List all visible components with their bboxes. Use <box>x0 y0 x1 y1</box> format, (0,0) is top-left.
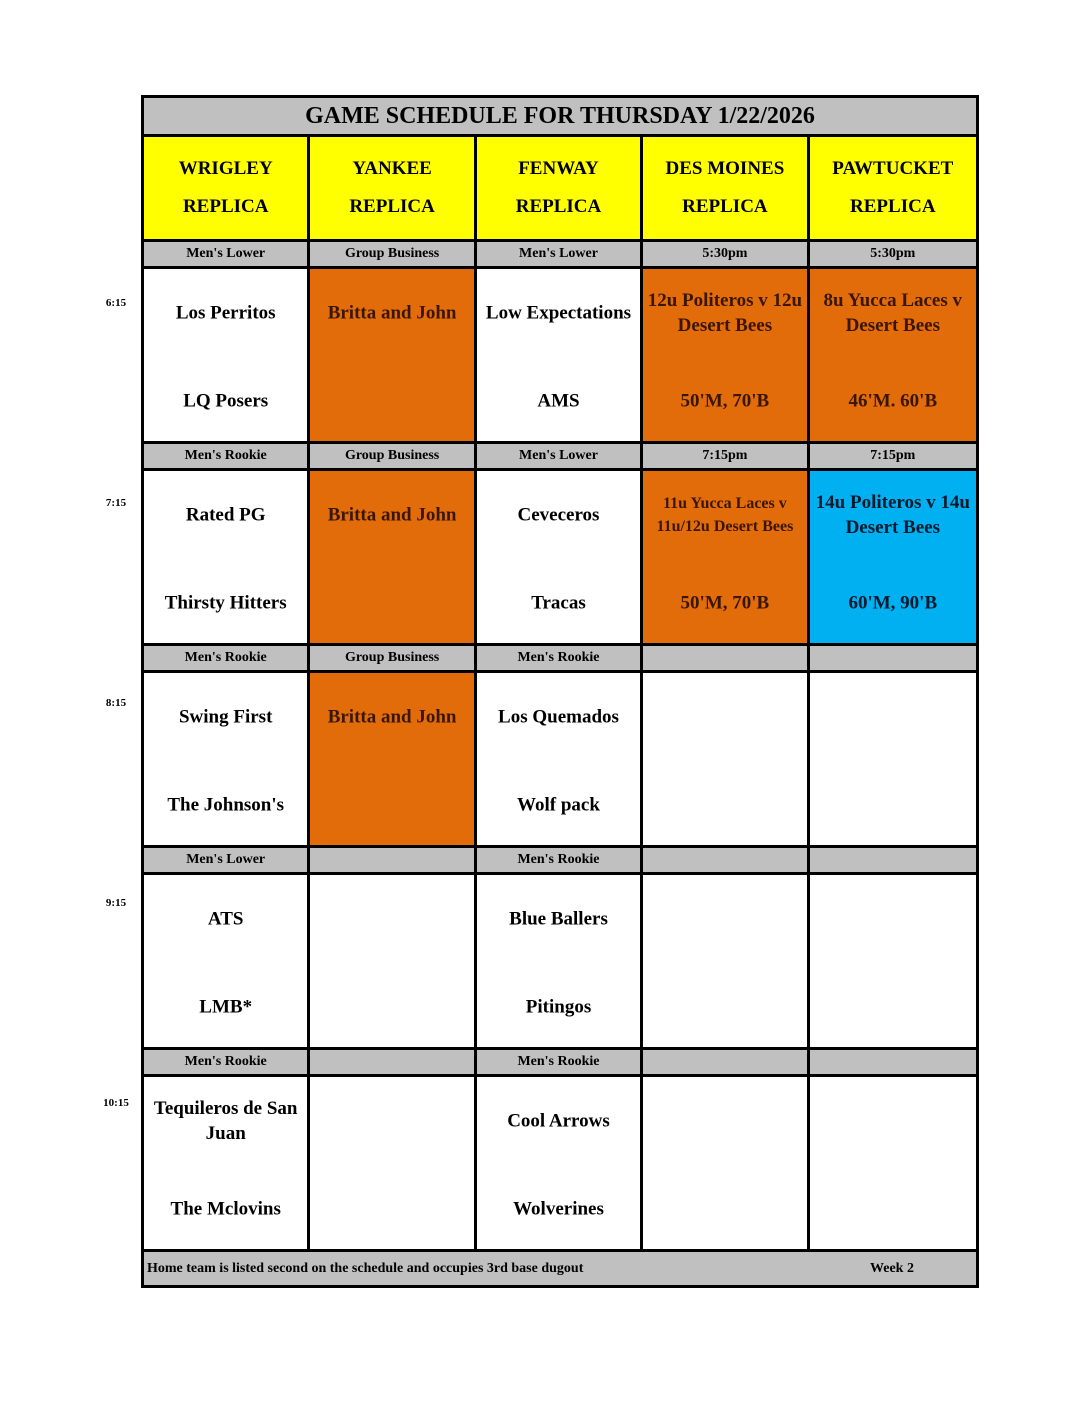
footer-bar <box>144 1252 976 1285</box>
field-header-fenway <box>477 137 643 239</box>
game-cell <box>144 673 310 845</box>
game-cell <box>477 673 643 845</box>
away-team: Britta and John <box>327 504 457 526</box>
division-label: Men's Rookie <box>477 646 643 670</box>
away-team: Low Expectations <box>485 302 632 324</box>
game-cell <box>144 269 310 441</box>
game-cell <box>144 1077 310 1249</box>
division-label: Men's Lower <box>144 242 310 266</box>
away-team: 14u Politeros v 14u Desert Bees <box>815 492 970 538</box>
away-team: Ceveceros <box>517 504 600 526</box>
game-cell <box>643 875 809 1047</box>
division-label: Men's Rookie <box>144 444 310 468</box>
field-sub: REPLICA <box>515 196 602 217</box>
division-label <box>643 848 809 872</box>
game-cell <box>810 673 976 845</box>
division-label <box>643 646 809 670</box>
field-header-wrigley <box>144 137 310 239</box>
home-team: The Mclovins <box>170 1198 281 1220</box>
field-sub: REPLICA <box>850 196 936 217</box>
away-team: Britta and John <box>327 706 457 728</box>
home-team: Tracas <box>531 592 586 614</box>
game-row <box>144 673 976 848</box>
division-row <box>144 242 976 269</box>
home-team: 50'M, 70'B <box>680 390 770 412</box>
home-team: The Johnson's <box>167 794 285 816</box>
home-team: 46'M. 60'B <box>848 390 938 412</box>
division-label <box>310 848 476 872</box>
home-team: Thirsty Hitters <box>164 592 287 614</box>
division-row <box>144 646 976 673</box>
away-team: 11u Yucca Laces v 11u/12u Desert Bees <box>656 495 794 535</box>
time-label: 10:15 <box>103 1097 129 1109</box>
field-header-yankee <box>310 137 476 239</box>
division-label: Group Business <box>310 646 476 670</box>
game-row <box>144 471 976 646</box>
away-team: Rated PG <box>185 504 266 526</box>
game-cell <box>477 471 643 643</box>
division-label: 7:15pm <box>643 444 809 468</box>
game-cell <box>310 1077 476 1249</box>
division-row <box>144 848 976 875</box>
home-team: Wolf pack <box>517 794 600 816</box>
division-label <box>810 1050 976 1074</box>
home-team: LMB* <box>199 996 253 1018</box>
division-row <box>144 444 976 471</box>
field-header-row <box>144 137 976 242</box>
field-sub: REPLICA <box>182 196 269 217</box>
division-label: 5:30pm <box>643 242 809 266</box>
field-header-pawtucket <box>810 137 976 239</box>
division-label <box>810 848 976 872</box>
away-team: 12u Politeros v 12u Desert Bees <box>647 290 803 336</box>
away-team: ATS <box>207 908 244 930</box>
field-name: YANKEE <box>352 158 432 179</box>
field-name: WRIGLEY <box>178 158 273 179</box>
away-team: Swing First <box>178 706 273 728</box>
away-team: Blue Ballers <box>509 908 608 930</box>
game-row <box>144 1077 976 1252</box>
field-sub: REPLICA <box>349 196 435 217</box>
division-label <box>643 1050 809 1074</box>
game-cell <box>477 269 643 441</box>
game-cell <box>810 269 976 441</box>
home-team: 50'M, 70'B <box>680 592 770 614</box>
away-team: Los Perritos <box>175 302 276 324</box>
division-label: Group Business <box>310 242 476 266</box>
game-cell <box>144 875 310 1047</box>
home-team: Pitingos <box>525 996 592 1018</box>
time-label: 9:15 <box>105 897 127 909</box>
away-team: Tequileros de San Juan <box>153 1098 298 1144</box>
footer-note: Home team is listed second on the schedule and occupies 3rd base dugout <box>147 1260 584 1276</box>
division-label: Group Business <box>310 444 476 468</box>
page-title: GAME SCHEDULE FOR THURSDAY 1/22/2026 <box>144 98 976 137</box>
division-label: Men's Lower <box>144 848 310 872</box>
week-label: Week 2 <box>870 1260 914 1276</box>
division-label: Men's Lower <box>477 444 643 468</box>
division-label: Men's Lower <box>477 242 643 266</box>
game-cell <box>643 269 809 441</box>
division-label: Men's Rookie <box>477 848 643 872</box>
division-row <box>144 1050 976 1077</box>
game-cell <box>310 673 476 845</box>
home-team: AMS <box>537 390 580 412</box>
away-team: Cool Arrows <box>507 1110 610 1132</box>
division-label <box>310 1050 476 1074</box>
division-label: Men's Rookie <box>144 1050 310 1074</box>
time-label: 7:15 <box>105 497 127 509</box>
home-team: LQ Posers <box>183 390 269 412</box>
game-cell <box>810 471 976 643</box>
game-cell <box>144 471 310 643</box>
division-label: 7:15pm <box>810 444 976 468</box>
division-label: Men's Rookie <box>144 646 310 670</box>
time-slots <box>144 242 976 1252</box>
field-sub: REPLICA <box>682 196 768 217</box>
field-header-des-moines <box>643 137 809 239</box>
game-row <box>144 269 976 444</box>
game-cell <box>310 875 476 1047</box>
game-cell <box>643 471 809 643</box>
game-cell <box>643 1077 809 1249</box>
away-team: Los Quemados <box>498 706 619 728</box>
field-name: FENWAY <box>518 158 599 179</box>
field-name: PAWTUCKET <box>832 158 954 179</box>
time-label: 6:15 <box>105 297 127 309</box>
home-team: 60'M, 90'B <box>848 592 938 614</box>
division-label: 5:30pm <box>810 242 976 266</box>
time-label: 8:15 <box>105 697 127 709</box>
game-cell <box>477 1077 643 1249</box>
game-cell <box>310 471 476 643</box>
game-cell <box>810 875 976 1047</box>
home-team: Wolverines <box>513 1198 604 1220</box>
away-team: 8u Yucca Laces v Desert Bees <box>823 290 963 336</box>
game-cell <box>643 673 809 845</box>
field-name: DES MOINES <box>665 158 785 179</box>
game-row <box>144 875 976 1050</box>
game-cell <box>310 269 476 441</box>
game-cell <box>810 1077 976 1249</box>
schedule-table <box>141 95 979 1288</box>
division-label: Men's Rookie <box>477 1050 643 1074</box>
game-cell <box>477 875 643 1047</box>
away-team: Britta and John <box>327 302 457 324</box>
division-label <box>810 646 976 670</box>
